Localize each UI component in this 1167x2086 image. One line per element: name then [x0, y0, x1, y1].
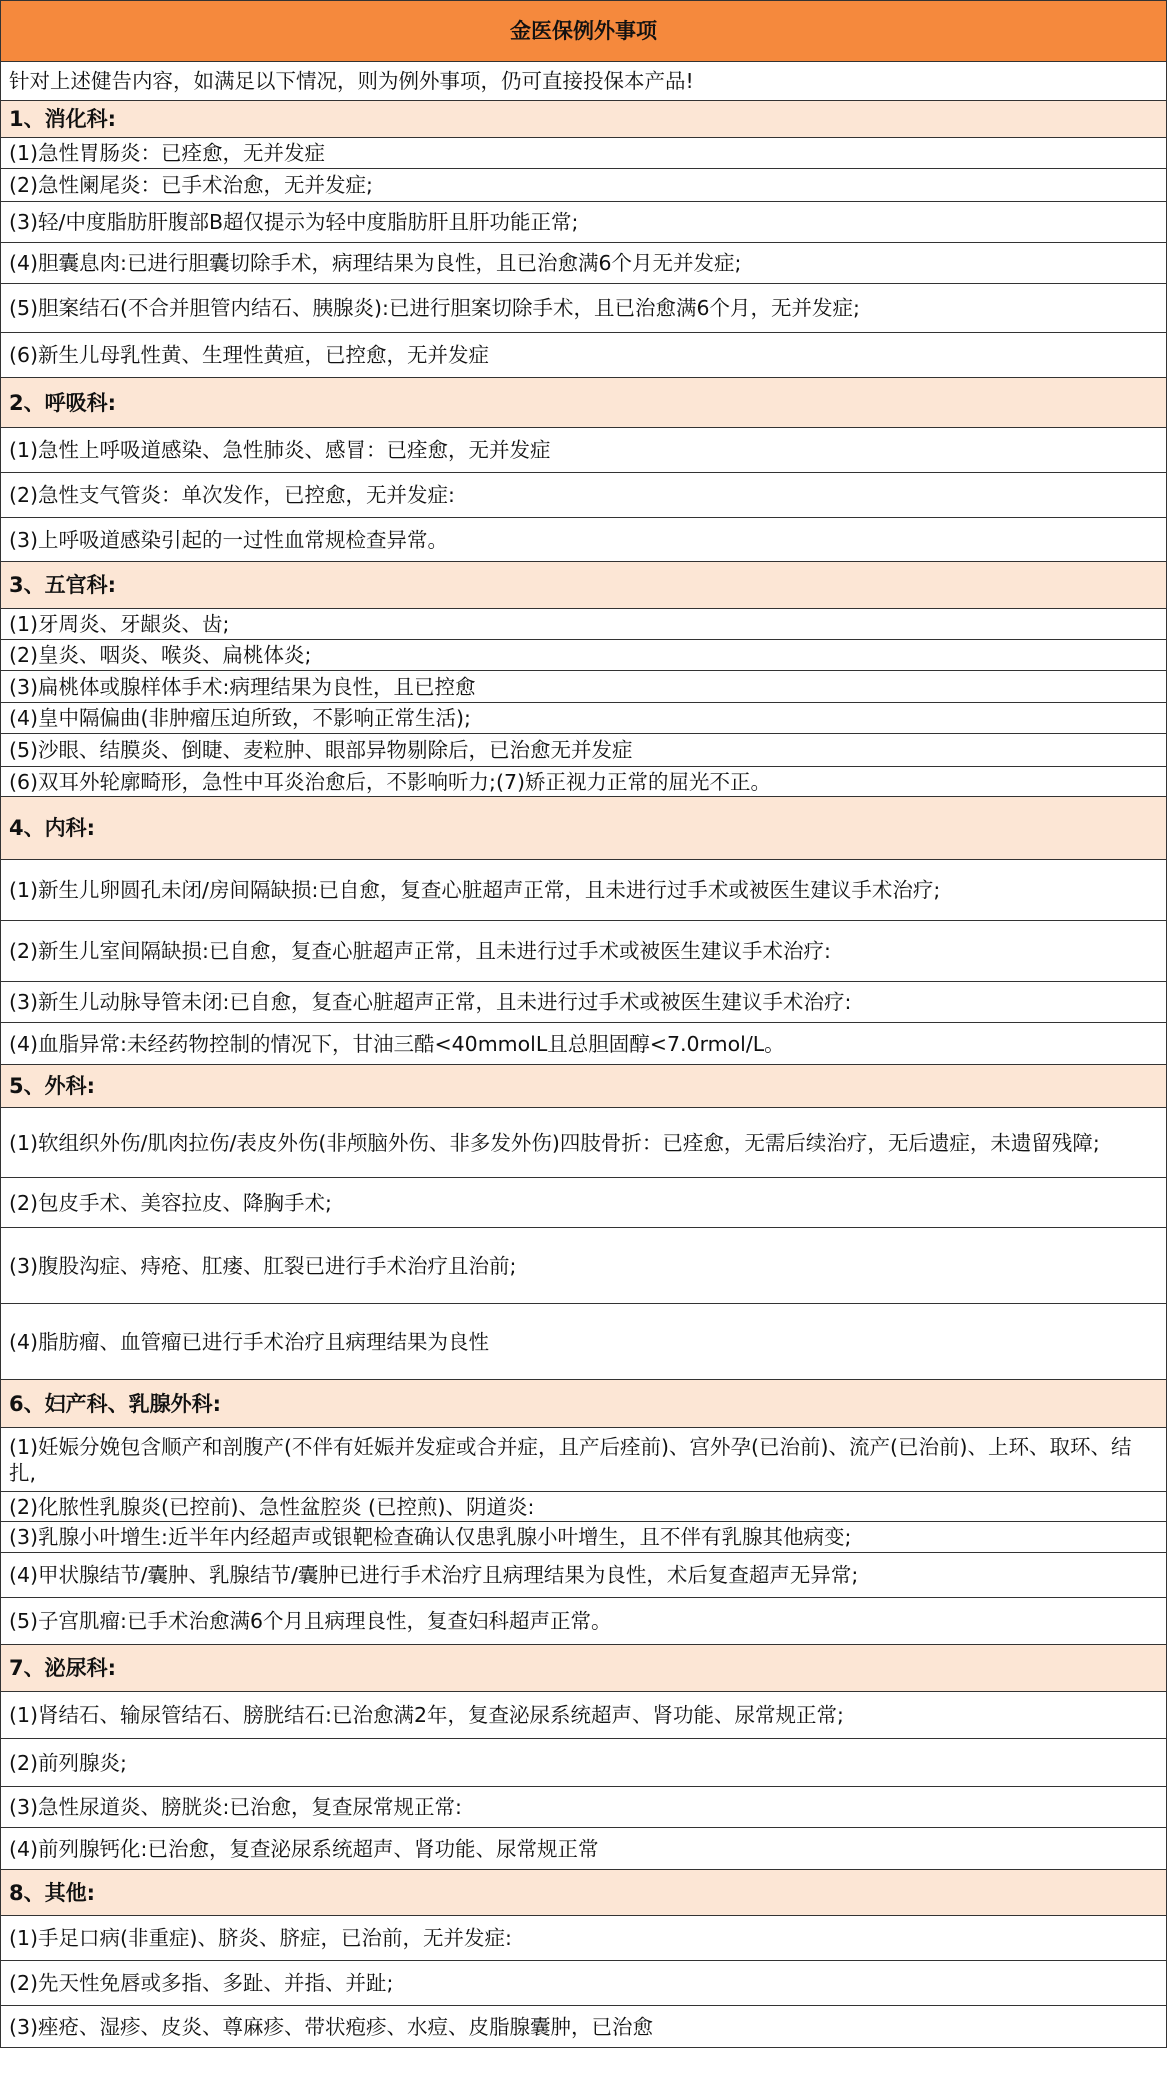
list-item: (3)乳腺小叶增生:近半年内经超声或银靶检查确认仅患乳腺小叶增生，且不伴有乳腺其他病变;: [0, 1522, 1167, 1553]
list-item: (6)新生儿母乳性黄、生理性黄疸，已控愈，无并发症: [0, 333, 1167, 378]
section-heading: 5、外科:: [0, 1065, 1167, 1108]
list-item: (3)腹股沟症、痔疮、肛瘘、肛裂已进行手术治疗且治前;: [0, 1228, 1167, 1304]
section-heading: 3、五官科:: [0, 562, 1167, 609]
section-heading: 4、内科:: [0, 797, 1167, 860]
list-item: (3)痤疮、湿疹、皮炎、尊麻疹、带状疱疹、水痘、皮脂腺囊肿，已治愈: [0, 2006, 1167, 2048]
list-item: (2)皇炎、咽炎、喉炎、扁桃体炎;: [0, 640, 1167, 671]
table-title: 金医保例外事项: [0, 0, 1167, 62]
section-heading: 8、其他:: [0, 1870, 1167, 1916]
list-item: (1)手足口病(非重症)、脐炎、脐症，已治前，无并发症:: [0, 1916, 1167, 1961]
list-item: (3)扁桃体或腺样体手术:病理结果为良性，且已控愈: [0, 671, 1167, 703]
list-item: (2)急性支气管炎：单次发作，已控愈，无并发症:: [0, 473, 1167, 518]
list-item: (1)牙周炎、牙龈炎、齿;: [0, 609, 1167, 640]
list-item: (2)包皮手术、美容拉皮、降胸手术;: [0, 1178, 1167, 1228]
section-heading: 7、泌尿科:: [0, 1645, 1167, 1692]
list-item: (2)急性阑尾炎：已手术治愈，无并发症;: [0, 169, 1167, 202]
section-heading: 2、呼吸科:: [0, 378, 1167, 428]
list-item: (2)前列腺炎;: [0, 1739, 1167, 1787]
list-item: (4)甲状腺结节/囊肿、乳腺结节/囊肿已进行手术治疗且病理结果为良性，术后复查超声无异常;: [0, 1553, 1167, 1598]
list-item: (2)化脓性乳腺炎(已控前)、急性盆腔炎 (已控煎)、阴道炎:: [0, 1492, 1167, 1522]
list-item: (5)胆案结石(不合并胆管内结石、胰腺炎):已进行胆案切除手术，且已治愈满6个月，无并发症;: [0, 284, 1167, 333]
list-item: (3)新生儿动脉导管未闭:已自愈，复查心脏超声正常，且未进行过手术或被医生建议手术治疗:: [0, 982, 1167, 1023]
intro-text: 针对上述健告内容，如满足以下情况，则为例外事项，仍可直接投保本产品!: [0, 62, 1167, 101]
list-item: (4)皇中隔偏曲(非肿瘤压迫所致，不影响正常生活);: [0, 703, 1167, 734]
list-item: (3)轻/中度脂肪肝腹部B超仅提示为轻中度脂肪肝且肝功能正常;: [0, 202, 1167, 243]
list-item: (4)血脂异常:未经药物控制的情况下，甘油三酷<40mmolL且总胆固醇<7.0rmol/L。: [0, 1023, 1167, 1065]
list-item: (1)肾结石、输尿管结石、膀胱结石:已治愈满2年，复查泌尿系统超声、肾功能、尿常规正常;: [0, 1692, 1167, 1739]
list-item: (1)急性上呼吸道感染、急性肺炎、感冒：已痊愈，无并发症: [0, 428, 1167, 473]
section-heading: 6、妇产科、乳腺外科:: [0, 1380, 1167, 1428]
list-item: (1)急性胃肠炎：已痊愈，无并发症: [0, 138, 1167, 169]
list-item: (5)子宫肌瘤:已手术治愈满6个月且病理良性，复查妇科超声正常。: [0, 1598, 1167, 1645]
list-item: (4)胆囊息肉:已进行胆囊切除手术，病理结果为良性，且已治愈满6个月无并发症;: [0, 243, 1167, 284]
list-item: (4)前列腺钙化:已治愈，复查泌尿系统超声、肾功能、尿常规正常: [0, 1828, 1167, 1870]
list-item: (1)新生儿卵圆孔未闭/房间隔缺损:已自愈，复查心脏超声正常，且未进行过手术或被医生建议手术治疗;: [0, 860, 1167, 921]
list-item: (2)新生儿室间隔缺损:已自愈，复查心脏超声正常，且未进行过手术或被医生建议手术治疗:: [0, 921, 1167, 982]
list-item: (1)软组织外伤/肌肉拉伤/表皮外伤(非颅脑外伤、非多发外伤)四肢骨折：已痊愈，无需后续治疗，无后遗症，未遗留残障;: [0, 1108, 1167, 1178]
list-item: (6)双耳外轮廓畸形，急性中耳炎治愈后，不影响听力;(7)矫正视力正常的屈光不正。: [0, 767, 1167, 797]
list-item: (3)上呼吸道感染引起的一过性血常规检查异常。: [0, 518, 1167, 562]
list-item: (5)沙眼、结膜炎、倒睫、麦粒肿、眼部异物剔除后，已治愈无并发症: [0, 734, 1167, 767]
section-heading: 1、消化科:: [0, 101, 1167, 138]
list-item: (3)急性尿道炎、膀胱炎:已治愈，复查尿常规正常:: [0, 1787, 1167, 1828]
list-item: (2)先天性免唇或多指、多趾、并指、并趾;: [0, 1961, 1167, 2006]
list-item: (1)妊娠分娩包含顺产和剖腹产(不伴有妊娠并发症或合并症，且产后痊前)、宫外孕(已治前)、流产(已治前)、上环、取环、结扎,: [0, 1428, 1167, 1492]
list-item: (4)脂肪瘤、血管瘤已进行手术治疗且病理结果为良性: [0, 1304, 1167, 1380]
